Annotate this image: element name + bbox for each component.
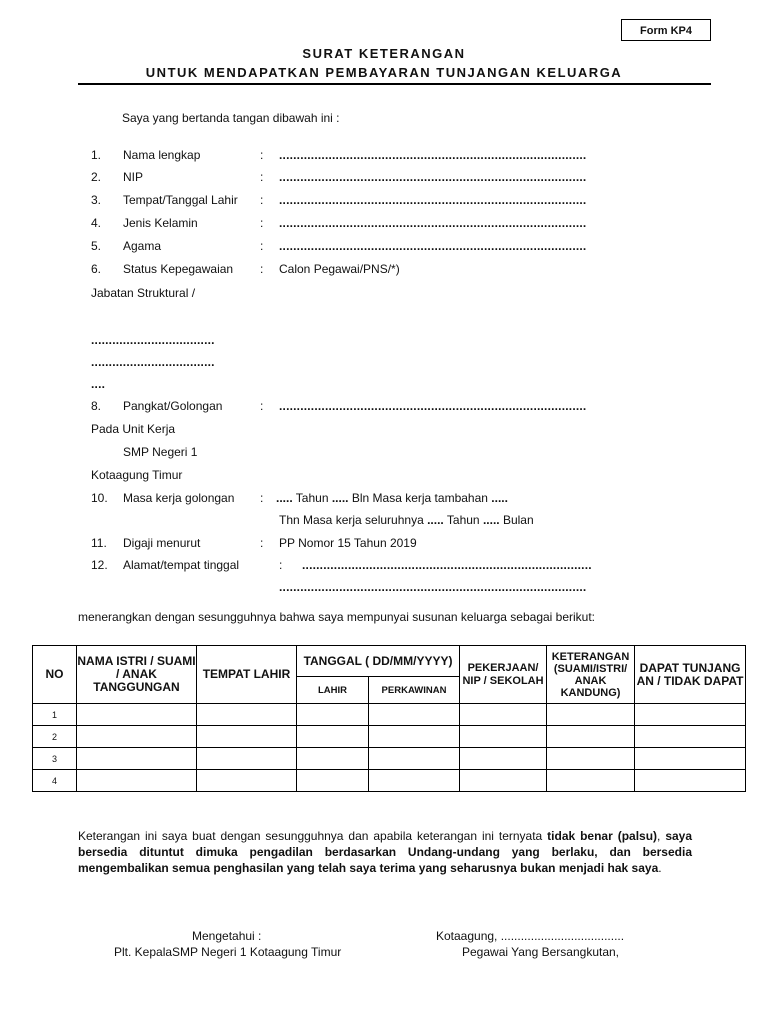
table-cell[interactable] (197, 726, 297, 748)
field-value-alamat-2[interactable]: ....................................................................................... (279, 580, 587, 594)
unit-kerja-location: Kotaagung Timur (91, 468, 183, 482)
header-keterangan: KETERANGAN (SUAMI/ISTRI/ ANAK KANDUNG) (547, 646, 635, 704)
masa-kerja-line-2[interactable] (279, 513, 534, 527)
document-subtitle: UNTUK MENDAPATKAN PEMBAYARAN TUNJANGAN KELUARGA (145, 65, 623, 80)
field-number: 2. (91, 170, 102, 184)
document-title: SURAT KETERANGAN (302, 46, 466, 61)
closing-text: Keterangan ini saya buat dengan sesungguhnya dan apabila keterangan ini ternyata (78, 829, 548, 843)
table-cell[interactable] (297, 726, 369, 748)
table-cell[interactable] (460, 726, 547, 748)
field-label-ttl: Tempat/Tanggal Lahir (123, 193, 238, 207)
field-label-pangkat: Pangkat/Golongan (123, 399, 223, 413)
field-number: 12. (91, 558, 108, 572)
family-table (32, 645, 746, 792)
field-colon: : (260, 491, 264, 505)
field-label-alamat: Alamat/tempat tinggal (123, 558, 240, 572)
masa-kerja-dots: ..... (491, 491, 508, 505)
jabatan-dots-2[interactable]: ................................... (91, 355, 215, 369)
field-colon: : (260, 148, 264, 162)
field-colon: : (260, 239, 264, 253)
closing-text: , (657, 829, 666, 843)
table-cell[interactable] (297, 704, 369, 726)
table-row (33, 770, 746, 792)
table-cell[interactable] (369, 770, 460, 792)
field-number: 11. (91, 536, 107, 550)
masa-kerja-seluruhnya: Thn Masa kerja seluruhnya (279, 513, 424, 527)
table-cell[interactable] (460, 704, 547, 726)
field-label-nama: Nama lengkap (123, 148, 201, 162)
field-colon: : (260, 536, 264, 550)
header-tanggal: TANGGAL ( DD/MM/YYYY) (297, 646, 460, 677)
row-number: 1 (33, 704, 77, 726)
header-tempat-lahir: TEMPAT LAHIR (197, 646, 297, 704)
table-cell[interactable] (197, 770, 297, 792)
signature-right-place-date[interactable]: Kotaagung, ..................................... (436, 929, 625, 943)
field-value-nip[interactable]: ....................................................................................... (279, 170, 587, 184)
family-intro-text: menerangkan dengan sesungguhnya bahwa saya mempunyai susunan keluarga sebagai berikut: (78, 610, 596, 624)
table-row (33, 726, 746, 748)
masa-kerja-dots: ..... (276, 491, 293, 505)
title-underline (78, 83, 711, 85)
masa-kerja-tahun: Tahun (295, 491, 329, 505)
field-number: 4. (91, 216, 102, 230)
table-cell[interactable] (635, 770, 746, 792)
table-cell[interactable] (297, 770, 369, 792)
field-value-ttl[interactable]: ....................................................................................... (279, 193, 587, 207)
unit-kerja-school: SMP Negeri 1 (123, 445, 198, 459)
field-value-pangkat[interactable]: ....................................................................................... (279, 399, 587, 413)
row-number: 3 (33, 748, 77, 770)
header-no: NO (33, 646, 77, 704)
table-cell[interactable] (547, 748, 635, 770)
closing-bold-text: saya bersedia dituntut dimuka pengadilan berdasarkan Undang-undang yang berlaku, dan bersedia mengembalikan semua penghasilan yang telah saya terima yang seharusnya bukan menjadi hak saya (78, 829, 693, 875)
closing-bold-text: tidak benar (palsu) (547, 829, 658, 843)
masa-kerja-bulan: Bulan (502, 513, 534, 527)
field-colon: : (260, 170, 264, 184)
field-number: 5. (91, 239, 102, 253)
field-number: 8. (91, 399, 102, 413)
masa-kerja-line-1[interactable] (276, 491, 508, 505)
table-row (33, 704, 746, 726)
field-value-status[interactable]: Calon Pegawai/PNS/*) (279, 262, 400, 276)
signature-right-title: Pegawai Yang Bersangkutan, (462, 945, 620, 959)
field-value-alamat-1[interactable]: .................................................................................. (302, 558, 592, 572)
field-value-agama[interactable]: ....................................................................................... (279, 239, 587, 253)
field-colon: : (260, 193, 264, 207)
field-value-nama[interactable]: ....................................................................................... (279, 148, 587, 162)
table-cell[interactable] (77, 748, 197, 770)
field-number: 3. (91, 193, 102, 207)
header-dapat-tunjangan: DAPAT TUNJANG AN / TIDAK DAPAT (635, 646, 746, 704)
table-cell[interactable] (369, 704, 460, 726)
jabatan-dots-1[interactable]: ................................... (91, 333, 215, 347)
table-cell[interactable] (460, 770, 547, 792)
field-value-jenis-kelamin[interactable]: ....................................................................................... (279, 216, 587, 230)
table-cell[interactable] (369, 748, 460, 770)
table-cell[interactable] (197, 704, 297, 726)
row-number: 4 (33, 770, 77, 792)
masa-kerja-dots: ..... (427, 513, 444, 527)
masa-kerja-dots: ..... (331, 491, 349, 505)
field-colon: : (279, 558, 283, 572)
field-number: 10. (91, 491, 108, 505)
header-lahir: LAHIR (297, 677, 369, 704)
header-perkawinan: PERKAWINAN (369, 677, 460, 704)
table-cell[interactable] (77, 704, 197, 726)
signature-left-heading: Mengetahui : (192, 929, 262, 943)
masa-kerja-dots: ..... (482, 513, 500, 527)
jabatan-dots-3[interactable]: .... (91, 377, 106, 391)
field-label-agama: Agama (123, 239, 162, 253)
form-code-box: Form KP4 (621, 19, 711, 41)
unit-kerja-label: Pada Unit Kerja (91, 422, 176, 436)
field-label-masa-kerja: Masa kerja golongan (123, 491, 235, 505)
closing-statement (78, 828, 692, 876)
masa-kerja-tambahan: Bln Masa kerja tambahan (351, 491, 488, 505)
field-colon: : (260, 262, 264, 276)
table-cell[interactable] (635, 726, 746, 748)
field-number: 6. (91, 262, 102, 276)
table-cell[interactable] (547, 726, 635, 748)
table-cell[interactable] (547, 704, 635, 726)
field-colon: : (260, 399, 264, 413)
table-cell[interactable] (369, 726, 460, 748)
field-label-status: Status Kepegawaian (123, 262, 234, 276)
intro-text: Saya yang bertanda tangan dibawah ini : (122, 111, 340, 125)
closing-text: . (658, 861, 662, 875)
field-label-nip: NIP (123, 170, 144, 184)
row-number: 2 (33, 726, 77, 748)
field-label-jenis-kelamin: Jenis Kelamin (123, 216, 198, 230)
table-cell[interactable] (460, 748, 547, 770)
table-cell[interactable] (635, 704, 746, 726)
header-pekerjaan: PEKERJAAN/ NIP / SEKOLAH (460, 646, 547, 704)
signature-left-title: Plt. KepalaSMP Negeri 1 Kotaagung Timur (114, 945, 342, 959)
table-cell[interactable] (297, 748, 369, 770)
table-cell[interactable] (197, 748, 297, 770)
field-number: 1. (91, 148, 102, 162)
table-cell[interactable] (547, 770, 635, 792)
table-cell[interactable] (635, 748, 746, 770)
field-colon: : (260, 216, 264, 230)
jabatan-label: Jabatan Struktural / (91, 286, 196, 300)
table-row (33, 748, 746, 770)
field-value-digaji[interactable]: PP Nomor 15 Tahun 2019 (279, 536, 417, 550)
table-cell[interactable] (77, 726, 197, 748)
header-nama: NAMA ISTRI / SUAMI / ANAK TANGGUNGAN (77, 646, 197, 704)
field-label-digaji: Digaji menurut (123, 536, 201, 550)
table-cell[interactable] (77, 770, 197, 792)
masa-kerja-tahun: Tahun (446, 513, 480, 527)
